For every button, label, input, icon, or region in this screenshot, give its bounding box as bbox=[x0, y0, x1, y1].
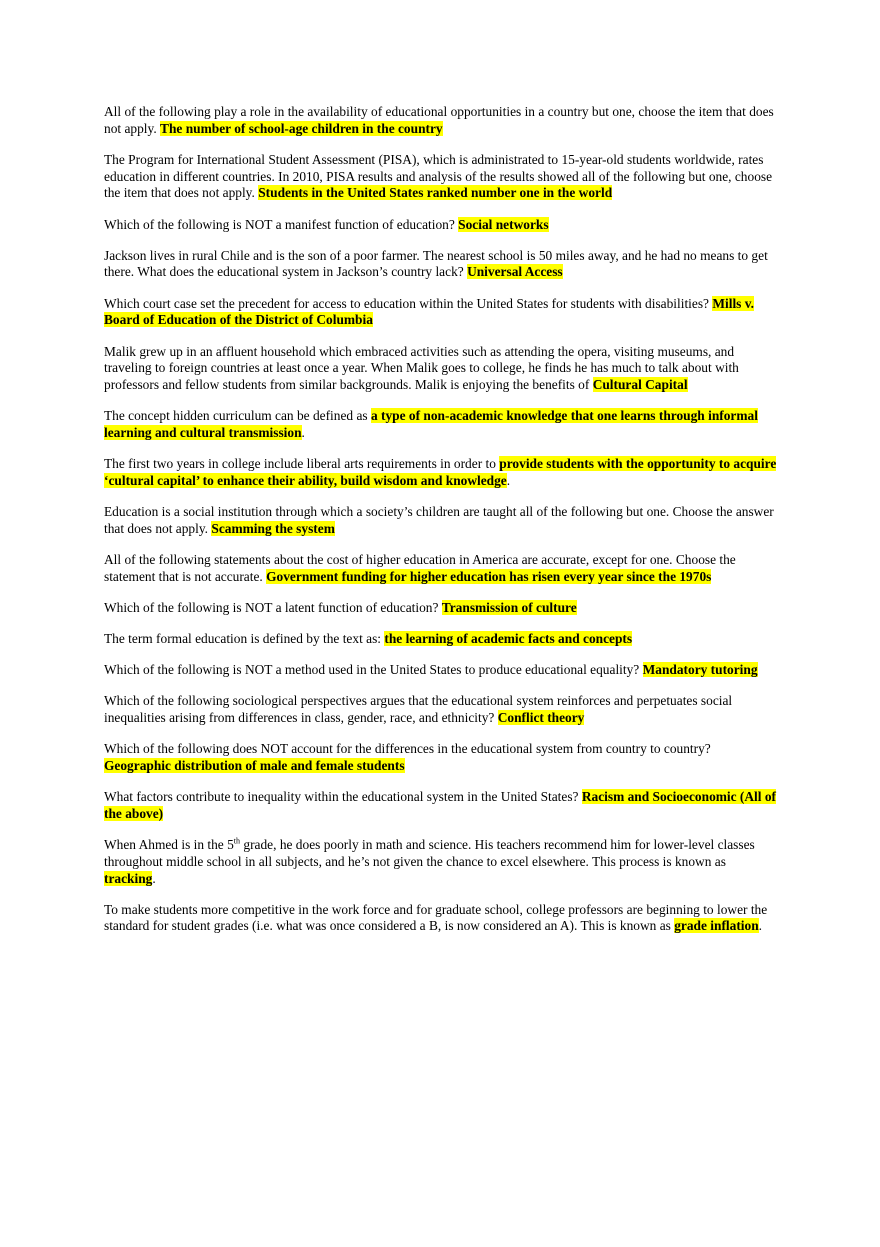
trailing-punctuation: . bbox=[301, 424, 305, 440]
qa-item-2 bbox=[104, 152, 780, 202]
highlighted-answer: Cultural Capital bbox=[592, 376, 688, 392]
document-page bbox=[104, 104, 780, 950]
ordinal-superscript: th bbox=[233, 836, 241, 846]
highlighted-answer: Transmission of culture bbox=[441, 599, 577, 615]
highlighted-answer: Geographic distribution of male and female students bbox=[104, 757, 405, 773]
question-text: Which of the following sociological perspectives argues that the educational system reinforces and perpetuates social inequalities arising from differences in class, gender, race, and ethnicity? bbox=[104, 693, 733, 726]
question-text: The Program for International Student Assessment (PISA), which is administrated to 15-year-old students worldwide, rates education in different countries. In 2010, PISA results and analysis of the results showed all of the following but one, choose the item that does not apply. bbox=[104, 151, 773, 201]
question-text: The term formal education is defined by the text as: bbox=[104, 630, 382, 646]
highlighted-answer: grade inflation bbox=[674, 918, 759, 934]
question-text: All of the following statements about the cost of higher education in America are accurate, except for one. Choose the statement that is not accurate. bbox=[104, 551, 736, 584]
qa-item-5 bbox=[104, 296, 780, 329]
trailing-punctuation: . bbox=[758, 918, 763, 934]
highlighted-answer: Students in the United States ranked number one in the world bbox=[258, 185, 613, 201]
question-text: Malik grew up in an affluent household which embraced activities such as attending the opera, visiting museums, and traveling to foreign countries at least once a year. When Malik goes to college, he finds he has much to talk about with professors and fellow students from similar backgrounds. Malik is enjoying the benefits of bbox=[104, 343, 739, 392]
question-text: To make students more competitive in the work force and for graduate school, college professors are beginning to lower the standard for student grades (i.e. what was once considered a B, is now considered an A). This is known as bbox=[104, 901, 768, 934]
qa-item-10 bbox=[104, 552, 780, 585]
qa-item-9 bbox=[104, 504, 780, 537]
qa-item-13 bbox=[104, 662, 780, 679]
question-text: Which of the following is NOT a latent function of education? bbox=[104, 599, 439, 615]
question-text: Which of the following does NOT account for the differences in the educational system from country to country? bbox=[104, 741, 711, 757]
qa-item-18 bbox=[104, 902, 780, 935]
qa-item-1 bbox=[104, 104, 780, 137]
qa-item-4 bbox=[104, 248, 780, 281]
qa-item-7 bbox=[104, 408, 780, 441]
highlighted-answer: the learning of academic facts and concepts bbox=[384, 630, 633, 646]
question-text: Which court case set the precedent for access to education within the United States for students with disabilities? bbox=[104, 295, 709, 311]
highlighted-answer: provide students with the opportunity to acquire ‘cultural capital’ to enhance their ability, build wisdom and knowledge bbox=[104, 456, 777, 488]
highlighted-answer: Mandatory tutoring bbox=[642, 662, 758, 678]
question-text: Which of the following is NOT a manifest function of education? bbox=[104, 216, 455, 232]
question-text: Jackson lives in rural Chile and is the son of a poor farmer. The nearest school is 50 miles away, and he had no means to get there. What does the educational system in Jackson’s country lack? bbox=[104, 247, 768, 280]
qa-item-6 bbox=[104, 344, 780, 394]
question-text: Education is a social institution through which a society’s children are taught all of the following but one. Choose the answer that does not apply. bbox=[104, 503, 774, 536]
question-text: grade, he does poorly in math and science. His teachers recommend him for lower-level classes throughout middle school in all subjects, and he’s not given the chance to excel elsewhere. This process is known as bbox=[104, 837, 755, 869]
question-text: All of the following play a role in the availability of educational opportunities in a country but one, choose the item that does not apply. bbox=[104, 104, 774, 136]
trailing-punctuation: . bbox=[152, 870, 156, 886]
qa-item-17 bbox=[104, 837, 780, 887]
highlighted-answer: Scamming the system bbox=[211, 520, 335, 536]
qa-item-16 bbox=[104, 789, 780, 822]
question-text: What factors contribute to inequality within the educational system in the United States? bbox=[104, 789, 579, 805]
qa-item-8 bbox=[104, 456, 780, 489]
qa-item-11 bbox=[104, 600, 780, 617]
qa-item-3 bbox=[104, 217, 780, 234]
qa-item-15 bbox=[104, 741, 780, 774]
question-text-start: When Ahmed is in the 5 bbox=[104, 837, 234, 853]
qa-item-14 bbox=[104, 693, 780, 726]
trailing-punctuation: . bbox=[506, 472, 511, 488]
highlighted-answer: Universal Access bbox=[467, 264, 563, 280]
highlighted-answer: tracking bbox=[104, 870, 153, 886]
highlighted-answer: Mills v. Board of Education of the District of Columbia bbox=[104, 295, 755, 328]
question-text: The concept hidden curriculum can be defined as bbox=[104, 408, 368, 424]
question-text: The first two years in college include liberal arts requirements in order to bbox=[104, 456, 496, 472]
highlighted-answer: Conflict theory bbox=[497, 710, 585, 726]
question-text: Which of the following is NOT a method used in the United States to produce educational equality? bbox=[104, 662, 640, 678]
highlighted-answer: Social networks bbox=[458, 216, 549, 232]
highlighted-answer: The number of school-age children in the country bbox=[160, 120, 443, 136]
highlighted-answer: Racism and Socioeconomic (All of the above) bbox=[104, 789, 777, 821]
qa-item-12 bbox=[104, 631, 780, 648]
highlighted-answer: a type of non-academic knowledge that one learns through informal learning and cultural transmission bbox=[104, 408, 758, 440]
highlighted-answer: Government funding for higher education has risen every year since the 1970s bbox=[266, 568, 712, 584]
